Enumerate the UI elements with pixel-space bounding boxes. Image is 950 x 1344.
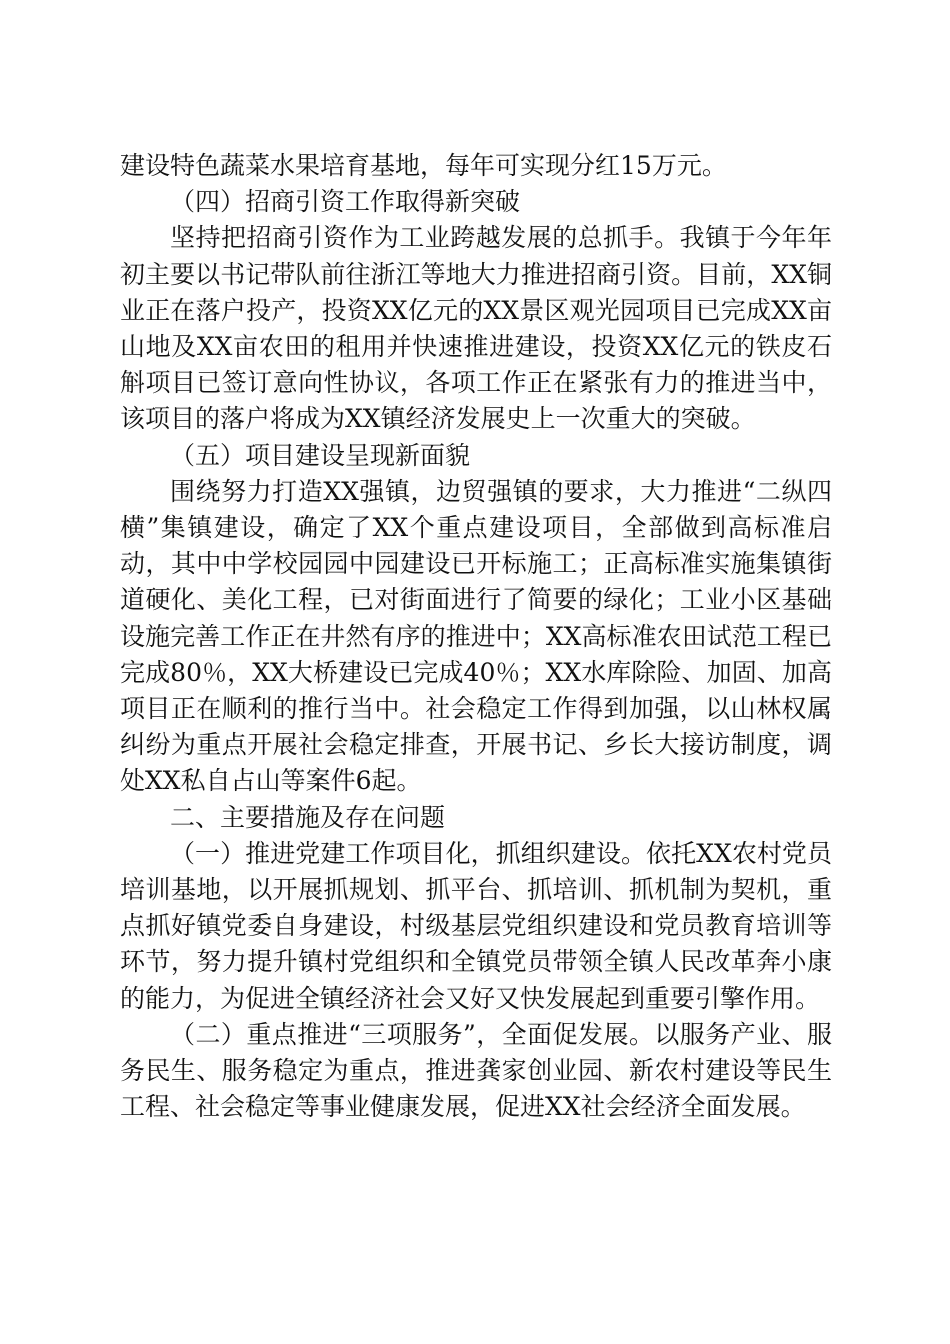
paragraph-investment: 坚持把招商引资作为工业跨越发展的总抓手。我镇于今年年初主要以书记带队前往浙江等地大力推进招商引资。目前，XX铜业正在落户投产，投资XX亿元的XX景区观光园项目已完成XX亩山地及XX亩农田的租用并快速推进建设，投资XX亿元的铁皮石斛项目已签订意向性协议，各项工作正在紧张有力的推进当中，该项目的落户将成为XX镇经济发展史上一次重大的突破。 <box>120 223 832 434</box>
paragraph-measure-2: （二）重点推进“三项服务”，全面促发展。以服务产业、服务民生、服务稳定为重点，推进龚家创业园、新农村建设等民生工程、社会稳定等事业健康发展，促进XX社会经济全面发展。 <box>120 1019 832 1122</box>
paragraph-continued: 建设特色蔬菜水果培育基地，每年可实现分红15万元。 <box>120 151 727 180</box>
section-heading-5: （五）项目建设呈现新面貌 <box>170 440 471 470</box>
document-page <box>120 148 832 1125</box>
paragraph-projects: 围绕努力打造XX强镇，边贸强镇的要求，大力推进“二纵四横”集镇建设，确定了XX个重点建设项目，全部做到高标准启动，其中中学校园园中园建设已开标施工；正高标准实施集镇街道硬化、美化工程，已对街面进行了简要的绿化；工业小区基础设施完善工作正在井然有序的推进中；XX高标准农田试范工程已完成80％，XX大桥建设已完成40％；XX水库除险、加固、加高项目正在顺利的推行当中。社会稳定工作得到加强，以山林权属纠纷为重点开展社会稳定排查，开展书记、乡长大接访制度，调处XX私自占山等案件6起。 <box>120 476 832 796</box>
section-heading-4: （四）招商引资工作取得新突破 <box>170 187 521 217</box>
chapter-heading-2: 二、主要措施及存在问题 <box>170 802 446 832</box>
paragraph-measure-1: （一）推进党建工作项目化，抓组织建设。依托XX农村党员培训基地，以开展抓规划、抓平台、抓培训、抓机制为契机，重点抓好镇党委自身建设，村级基层党组织建设和党员教育培训等环节，努力提升镇村党组织和全镇党员带领全镇人民改革奔小康的能力，为促进全镇经济社会又好又快发展起到重要引擎作用。 <box>120 838 832 1013</box>
